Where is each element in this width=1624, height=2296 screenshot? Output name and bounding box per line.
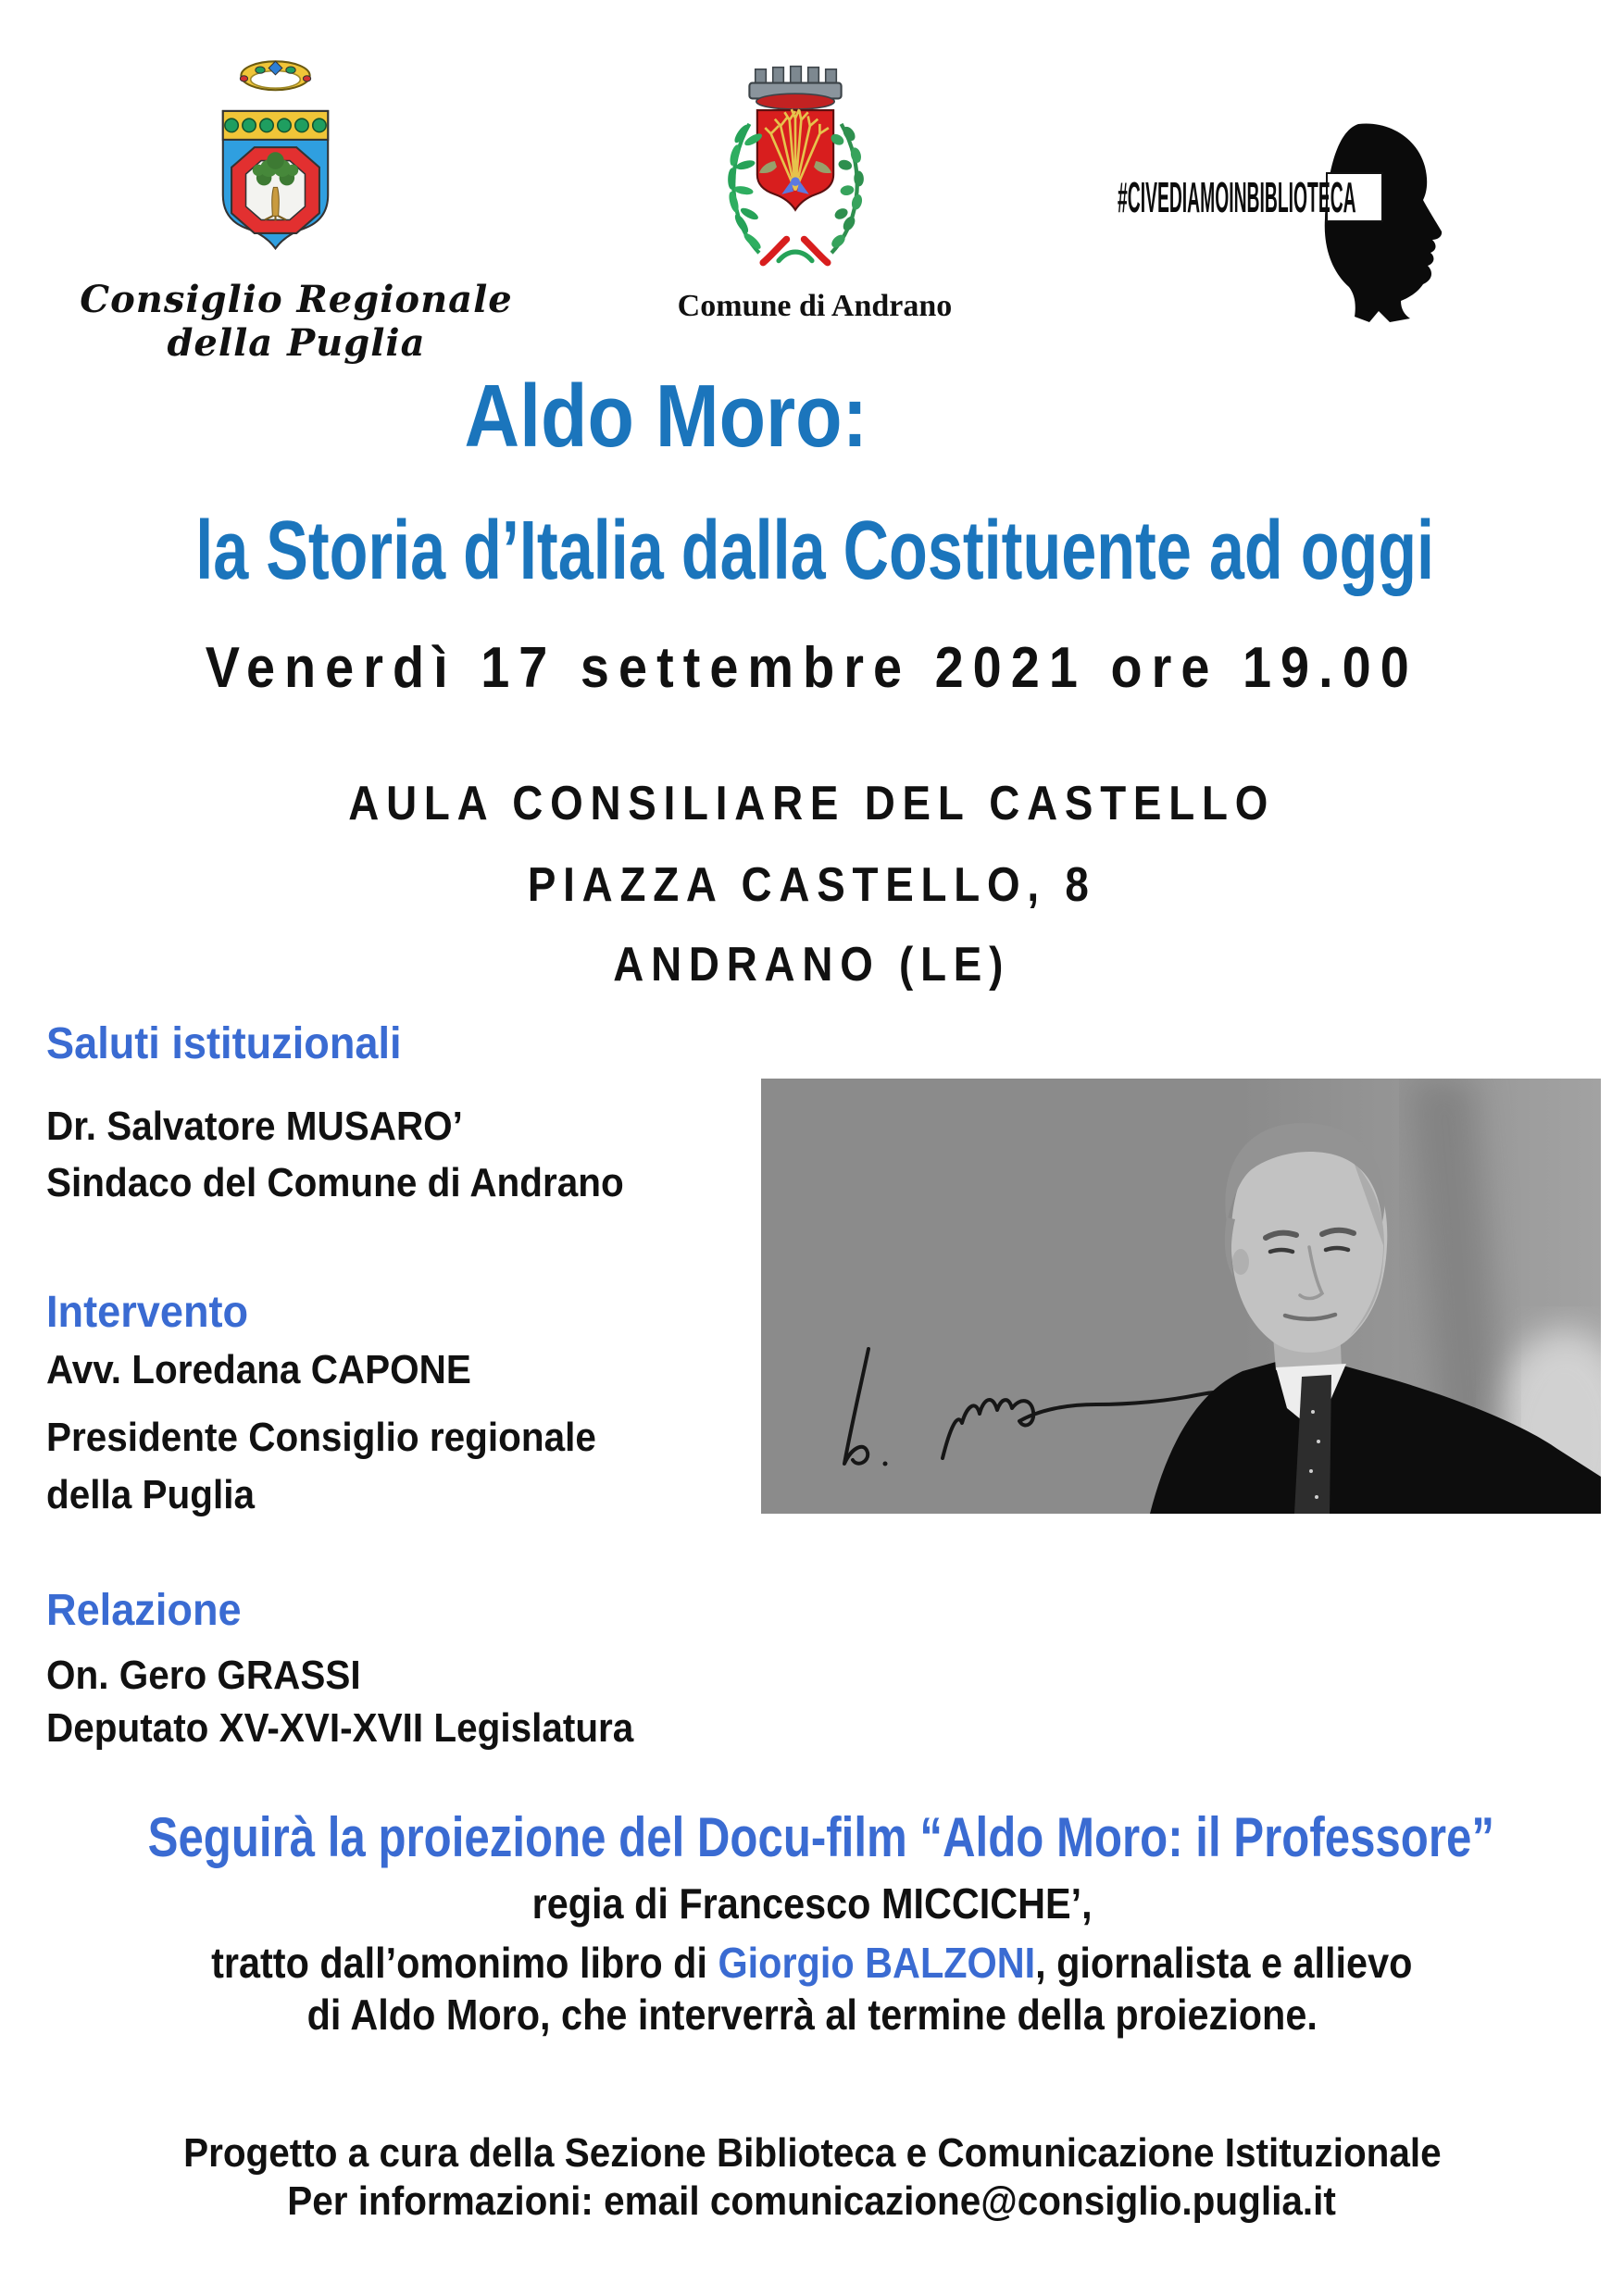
- biblioteca-hashtag: #CIVEDIAMOINBIBLIOTECA: [1118, 173, 1356, 221]
- film-direction: regia di Francesco MICCICHE’,: [531, 1879, 1093, 1928]
- section-heading-intervento: Intervento: [46, 1288, 249, 1337]
- saluti-line-2: Sindaco del Comune di Andrano: [46, 1160, 624, 1205]
- saluti-line-1: Dr. Salvatore MUSARO’: [46, 1104, 463, 1149]
- footer-line-2: Per informazioni: email comunicazione@consiglio.puglia.it: [287, 2178, 1337, 2224]
- oak-branch-icon: [829, 124, 864, 253]
- film-book-author: Giorgio BALZONI: [718, 1939, 1036, 1987]
- title-line1: Aldo Moro:: [464, 367, 868, 466]
- intervento-line-3: della Puglia: [46, 1472, 255, 1517]
- puglia-crest-logo: [208, 52, 343, 267]
- andrano-crest-logo: [693, 56, 898, 285]
- puglia-caption: Consiglio Regionale della Puglia: [80, 278, 513, 365]
- aldo-moro-photo: [761, 1079, 1601, 1514]
- venue-line-1: AULA CONSILIARE DEL CASTELLO: [348, 777, 1276, 830]
- intervento-line-2: Presidente Consiglio regionale: [46, 1415, 596, 1460]
- title-line2: la Storia d’Italia dalla Costituente ad oggi: [195, 505, 1435, 597]
- andrano-shield-icon: [757, 109, 833, 210]
- venue-line-2: PIAZZA CASTELLO, 8: [528, 858, 1096, 912]
- mural-crown-icon: [749, 67, 841, 109]
- film-book-pre: tratto dall’omonimo libro di: [211, 1939, 718, 1987]
- relazione-line-1: On. Gero GRASSI: [46, 1653, 361, 1698]
- footer-line-1: Progetto a cura della Sezione Biblioteca e Comunicazione Istituzionale: [182, 2130, 1442, 2176]
- film-book-post: , giornalista e allievo: [1035, 1939, 1413, 1987]
- intervento-line-1: Avv. Loredana CAPONE: [46, 1347, 471, 1392]
- section-heading-saluti: Saluti istituzionali: [46, 1019, 402, 1068]
- biblioteca-logo: [1065, 37, 1500, 343]
- event-datetime: Venerdì 17 settembre 2021 ore 19.00: [205, 636, 1419, 700]
- section-heading-relazione: Relazione: [46, 1586, 242, 1635]
- relazione-line-2: Deputato XV-XVI-XVII Legislatura: [46, 1705, 634, 1751]
- film-book-line: [0, 1937, 1624, 1989]
- puglia-shield-icon: [223, 111, 328, 248]
- puglia-crown-icon: [240, 61, 310, 90]
- venue-line-3: ANDRANO (LE): [613, 938, 1011, 992]
- andrano-caption: Comune di Andrano: [677, 289, 953, 323]
- film-headline: Seguirà la proiezione del Docu-film “Aldo Moro: il Professore”: [147, 1806, 1494, 1868]
- film-closing-line: di Aldo Moro, che interverrà al termine della proiezione.: [306, 1990, 1318, 2039]
- ribbon-tie-icon: [763, 239, 828, 262]
